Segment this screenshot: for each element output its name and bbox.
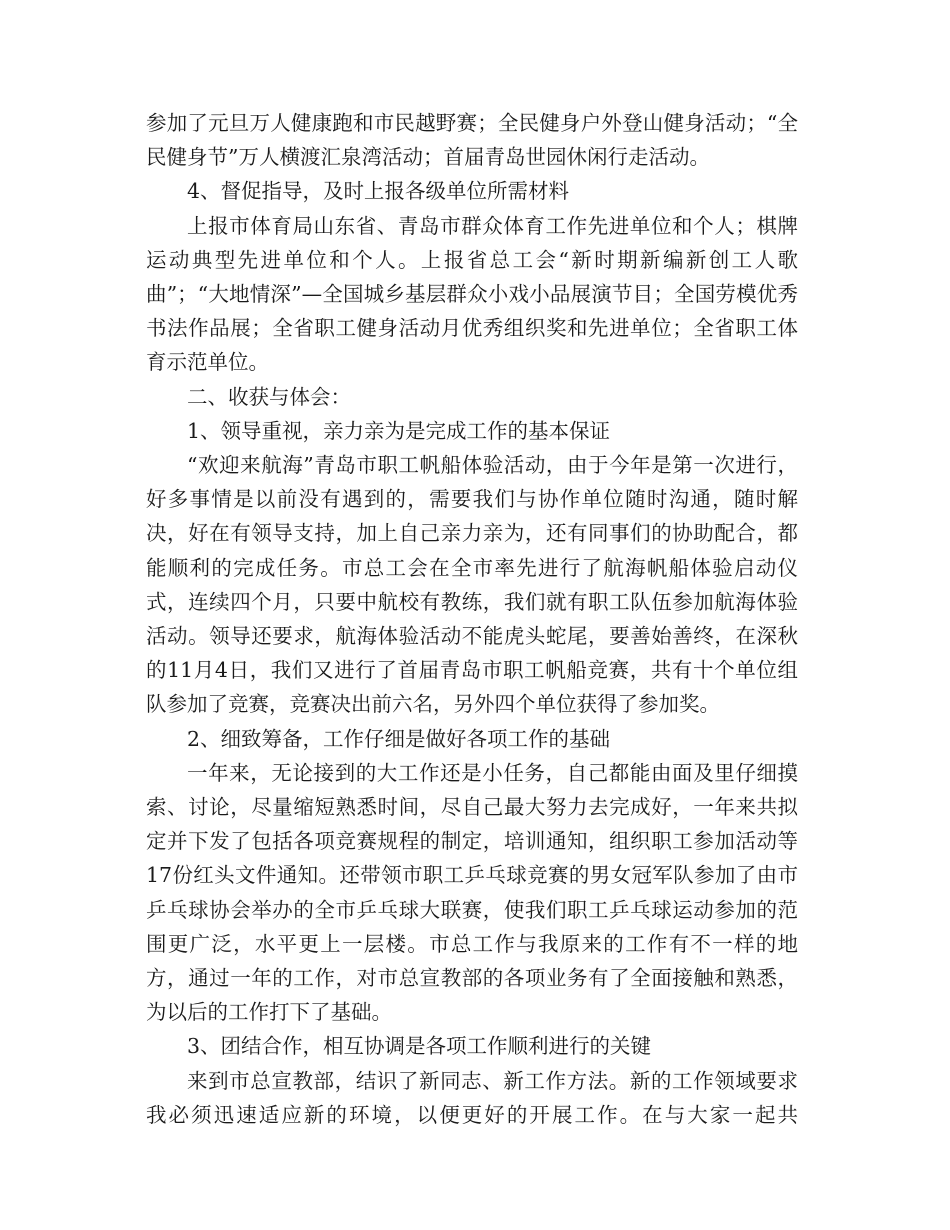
paragraph-new-department: 来到市总宣教部，结识了新同志、新工作方法。新的工作领域要求我必须迅速适应新的环境，以便更好的开展工作。在与大家一起共: [146, 1068, 798, 1127]
heading-teamwork: 3、团结合作，相互协调是各项工作顺利进行的关键: [187, 1034, 652, 1059]
paragraph-year-work: 一年来，无论接到的大工作还是小任务，自己都能由面及里仔细摸索、讨论，尽量缩短熟悉时间，尽自己最大努力去完成好，一年来共拟定并下发了包括各项竞赛规程的制定，培训通知，组织职工参加活动等17份红头文件通知。还带领市职工乒乓球竞赛的男女冠军队参加了由市乒乓球协会举办的全市乒乓球大联赛，使我们职工乒乓球运动参加的范围更广泛，水平更上一层楼。市总工作与我原来的工作有不一样的地方，通过一年的工作，对市总宣教部的各项业务有了全面接触和熟悉，为以后的工作打下了基础。: [146, 760, 798, 1025]
document-body: [146, 106, 798, 1132]
paragraph-activities-continued: 参加了元旦万人健康跑和市民越野赛；全民健身户外登山健身活动；“全民健身节”万人横渡汇泉湾活动；首届青岛世园休闲行走活动。: [146, 111, 798, 170]
heading-leadership: 1、领导重视，亲力亲为是完成工作的基本保证: [187, 418, 611, 443]
section-heading-gains: 二、收获与体会：: [187, 384, 351, 409]
heading-careful-preparation: 2、细致筹备，工作仔细是做好各项工作的基础: [187, 726, 611, 751]
paragraph-reported-units: 上报市体育局山东省、青岛市群众体育工作先进单位和个人；棋牌运动典型先进单位和个人。上报省总工会“新时期新编新创工人歌曲”；“大地情深”—全国城乡基层群众小戏小品展演节目；全国劳模优秀书法作品展；全省职工健身活动月优秀组织奖和先进单位；全省职工体育示范单位。: [146, 213, 798, 375]
heading-supervise-report: 4、督促指导，及时上报各级单位所需材料: [187, 179, 570, 204]
paragraph-sailing-activity: “欢迎来航海”青岛市职工帆船体验活动，由于今年是第一次进行，好多事情是以前没有遇到的，需要我们与协作单位随时沟通，随时解决，好在有领导支持，加上自己亲力亲为，还有同事们的协助配合，都能顺利的完成任务。市总工会在全市率先进行了航海帆船体验启动仪式，连续四个月，只要中航校有教练，我们就有职工队伍参加航海体验活动。领导还要求，航海体验活动不能虎头蛇尾，要善始善终，在深秋的11月4日，我们又进行了首届青岛市职工帆船竞赛，共有十个单位组队参加了竞赛，竞赛决出前六名，另外四个单位获得了参加奖。: [146, 453, 798, 717]
